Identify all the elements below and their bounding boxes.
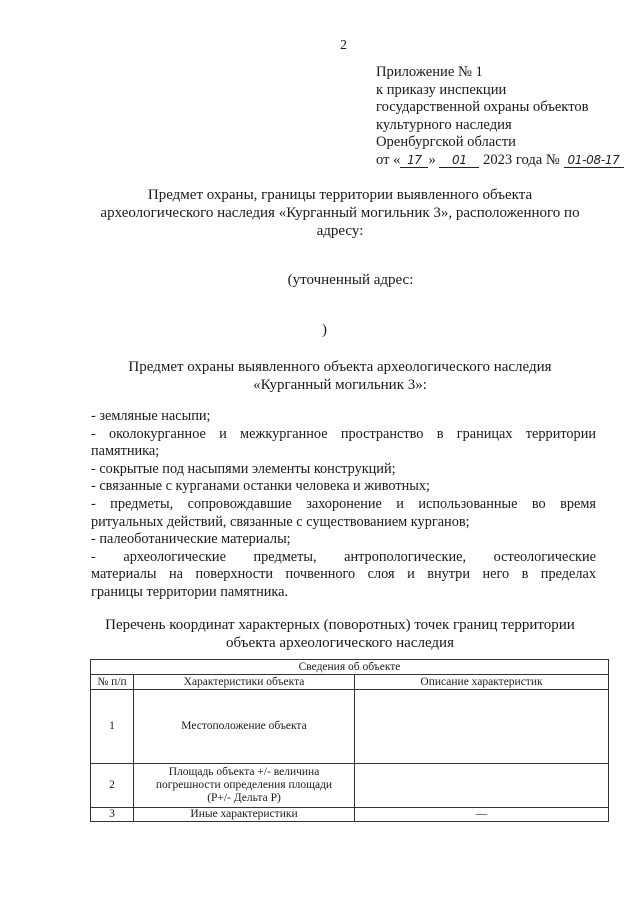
list-item: - археологические предметы, антропологические, остеологические (91, 548, 596, 565)
header-description: Описание характеристик (355, 675, 609, 690)
section-title-coordinates (60, 616, 620, 652)
date-day-handwritten: 17 (400, 154, 428, 168)
date-year: 2023 года № (479, 151, 564, 168)
appendix-line: Приложение № 1 (376, 64, 483, 80)
header-characteristics: Характеристики объекта (134, 675, 355, 690)
order-number-handwritten: 01-08-17 (564, 154, 624, 168)
protection-items-list (91, 408, 596, 602)
appendix-line: к приказу инспекции (376, 81, 507, 98)
row-desc (355, 764, 609, 808)
appendix-line: Оренбургской области (376, 134, 516, 151)
list-item: материалы на поверхности почвенного слоя и внутри него в пределах (91, 566, 596, 583)
row-name-line: Площадь объекта +/- величина (168, 766, 320, 778)
table-caption-row (91, 660, 609, 675)
row-name-line: погрешности определения площади (155, 779, 333, 791)
title-line: Перечень координат характерных (поворотных) точек границ территории (105, 617, 575, 633)
date-mid: » (428, 151, 440, 168)
row-desc: — (355, 808, 609, 822)
table-row (91, 690, 609, 764)
list-item: - связанные с курганами останки человека и животных; (91, 478, 430, 495)
list-item: - околокурганное и межкурганное пространство в границах территории (91, 425, 596, 442)
header-num: № п/п (91, 675, 134, 690)
title-line: «Курганный могильник 3»: (253, 377, 427, 393)
row-num: 3 (91, 808, 134, 822)
appendix-header (376, 64, 626, 170)
row-name: Местоположение объекта (134, 690, 355, 764)
row-name: Иные характеристики (134, 808, 355, 822)
row-name (134, 764, 355, 808)
row-name-line: (Р+/- Дельта Р) (207, 792, 281, 804)
date-month-handwritten: 01 (439, 154, 479, 168)
list-item: ритуальных действий, связанные с существованием курганов; (91, 513, 470, 530)
table-row (91, 764, 609, 808)
list-item: - сокрытые под насыпями элементы конструкций; (91, 460, 396, 477)
row-desc (355, 690, 609, 764)
appendix-line: культурного наследия (376, 116, 512, 133)
list-item: - палеоботанические материалы; (91, 531, 291, 548)
appendix-date-line (376, 152, 626, 170)
document-title (60, 186, 620, 240)
title-line: Предмет охраны выявленного объекта археологического наследия (128, 359, 552, 375)
table-header-row (91, 675, 609, 690)
list-item: границы территории памятника. (91, 583, 289, 600)
closing-paren: ) (322, 322, 327, 338)
title-line: адресу: (316, 223, 364, 239)
table-caption: Сведения об объекте (91, 660, 609, 675)
row-num: 1 (91, 690, 134, 764)
list-item: - земляные насыпи; (91, 408, 211, 424)
row-num: 2 (91, 764, 134, 808)
title-line: объекта археологического наследия (226, 635, 454, 651)
title-line: Предмет охраны, границы территории выявленного объекта (147, 187, 533, 203)
section-title-protection (60, 358, 620, 394)
clarified-address-label: (уточненный адрес: (287, 272, 414, 288)
title-line: археологического наследия «Курганный могильник 3», расположенного по (100, 205, 580, 221)
list-item: памятника; (91, 443, 160, 460)
date-prefix: от « (376, 151, 401, 168)
object-info-table (90, 659, 609, 822)
appendix-line: государственной охраны объектов (376, 99, 589, 116)
table-row (91, 808, 609, 822)
page-number: 2 (340, 38, 347, 53)
list-item: - предметы, сопровождавшие захоронение и использованные во время (91, 495, 596, 512)
